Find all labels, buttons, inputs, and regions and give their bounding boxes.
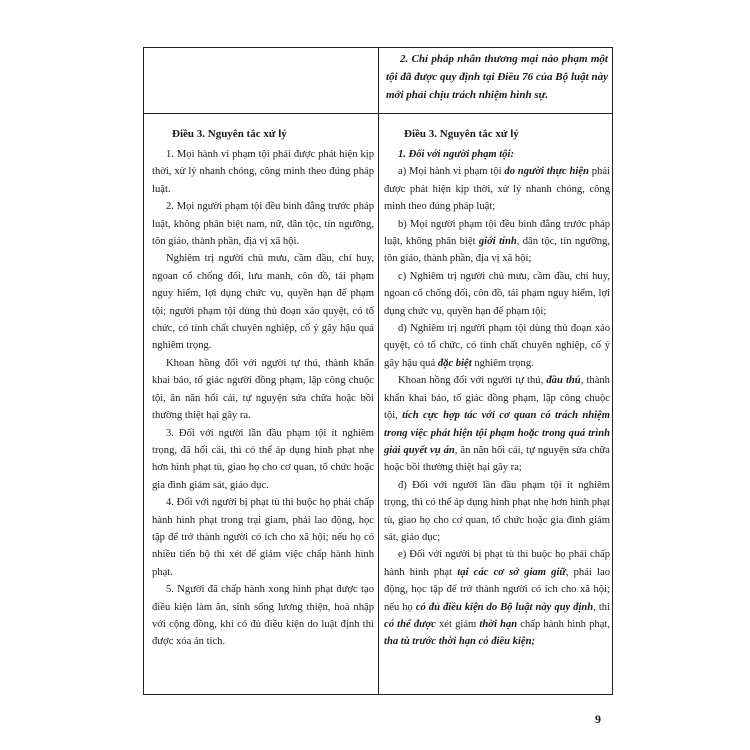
right-pe-7: xét giảm: [435, 618, 480, 630]
right-paragraph-c: c) Nghiêm trị người chủ mưu, cầm đầu, chỉ huy, ngoan cố chống đối, côn đồ, tái phạm nguy hiểm, lợi dụng chức vụ, quyền hạn để phạm tội;: [384, 270, 610, 317]
top-right-text: 2. Chỉ pháp nhân thương mại nào phạm một tội đã được quy định tại Điều 76 của Bộ luật này mới phải chịu trách nhiệm hình sự.: [386, 53, 608, 101]
row-divider: [144, 113, 612, 114]
column-divider: [378, 48, 379, 694]
left-paragraph-1: 1. Mọi hành vi phạm tội phải được phát hiện kịp thời, xử lý nhanh chóng, công minh theo đúng pháp luật.: [152, 149, 374, 195]
top-right-cell: [380, 50, 612, 104]
left-heading: Điều 3. Nguyên tắc xử lý: [172, 128, 287, 140]
right-pd-1: d) Nghiêm trị người phạm tội dùng thủ đoạn xảo quyệt, có tổ chức, có tính chất chuyên nghiệp, cố ý gây hậu quả: [384, 323, 610, 369]
right-pe-10: tha tù trước thời hạn có điều kiện;: [384, 636, 536, 648]
right-pa-1: a) Mọi hành vi phạm tội: [398, 166, 505, 178]
right-pb-3: , dân tộc, tín ngưỡng, tôn giáo, thành phần, địa vị xã hội;: [384, 236, 611, 265]
right-paragraph-b: [384, 216, 610, 268]
right-pk-2: đầu thú: [546, 375, 581, 387]
right-paragraph-khoan-hong: [384, 372, 610, 476]
right-pe-3: , phải lao động, học tập để trở thành người có ích cho xã hội; nếu họ: [384, 566, 610, 613]
right-pa-2: do người thực hiện: [504, 166, 589, 178]
right-pe-2: tại các cơ sở giam giữ: [457, 566, 566, 578]
right-pd-2: đặc biệt: [437, 357, 472, 369]
right-paragraph-d: [384, 320, 610, 372]
right-pe-4: có đủ điều kiện do Bộ luật này quy định: [415, 601, 594, 613]
page-number: 9: [595, 712, 601, 726]
right-pb-2: giới tính: [478, 236, 517, 248]
right-pe-1: e) Đối với người bị phạt tù thì buộc họ phải chấp hành hình phạt: [384, 549, 610, 578]
right-pb-1: b) Mọi người phạm tội đều bình đẳng trước pháp luật, không phân biệt: [384, 218, 610, 248]
right-heading: Điều 3. Nguyên tắc xử lý: [404, 128, 519, 140]
left-paragraph-3: Nghiêm trị người chủ mưu, cầm đầu, chỉ huy, ngoan cố chống đối, lưu manh, côn đồ, tái phạm nguy hiểm, lợi dụng chức vụ, quyền hạn để phạm tội; người phạm tội dùng thủ đoạn xảo quyệt, có tổ chức, có tính chất chuyên nghiệp, cố ý gây hậu quả nghiêm trọng.: [152, 253, 374, 352]
right-paragraph-dd: đ) Đối với người lần đầu phạm tội ít nghiêm trọng, thì có thể áp dụng hình phạt nhẹ hơn hình phạt tù, giao họ cho cơ quan, tổ chức hoặc gia đình giám sát, giáo dục;: [384, 479, 610, 543]
right-pd-3: nghiêm trọng.: [471, 357, 534, 369]
left-paragraph-6: 4. Đối với người bị phạt tù thì buộc họ phải chấp hành hình phạt trong trại giam, phải lao động, học tập để trở thành người có ích cho xã hội; nếu họ có nhiều tiến bộ thì xét để giảm việc chấp hành hình phạt.: [152, 497, 374, 578]
right-pe-6: có thể được: [384, 618, 436, 630]
left-column: [152, 125, 374, 651]
right-pe-8: thời hạn: [479, 618, 518, 630]
right-paragraph-e: [384, 546, 610, 650]
right-paragraph-1: [384, 146, 610, 163]
right-pe-9: chấp hành hình phạt,: [517, 618, 610, 630]
right-pa-3: phải được phát hiện kịp thời, xử lý nhanh chóng, công minh theo đúng pháp luật;: [384, 166, 611, 213]
left-paragraph-2: 2. Mọi người phạm tội đều bình đẳng trước pháp luật, không phân biệt nam, nữ, dân tộc, tín ngưỡng, tôn giáo, thành phần, địa vị xã hội.: [152, 201, 374, 248]
comparison-table: [143, 47, 613, 695]
right-pe-5: , thì: [593, 601, 611, 613]
right-pk-3: , thành khẩn khai báo, tố giác đồng phạm, lập công chuộc tội,: [384, 375, 610, 422]
right-column: [384, 125, 610, 651]
left-paragraph-5: 3. Đối với người lần đầu phạm tội ít nghiêm trọng, đã hối cải, thì có thể áp dụng hình phạt nhẹ hơn hình phạt tù, giao họ cho cơ quan, tổ chức hoặc gia đình giám sát, giáo dục.: [152, 427, 374, 491]
right-paragraph-a: [384, 163, 610, 215]
right-pk-5: , ăn năn hối cải, tự nguyện sửa chữa hoặc bồi thường thiệt hại gây ra;: [384, 444, 611, 474]
right-pk-4: tích cực hợp tác với cơ quan có trách nhiệm trong việc phát hiện tội phạm hoặc trong quá trình giải quyết vụ án: [384, 410, 610, 456]
right-pk-1: Khoan hồng đối với người tự thú,: [398, 375, 547, 387]
left-paragraph-4: Khoan hồng đối với người tự thú, thành khẩn khai báo, tố giác người đồng phạm, lập công chuộc tội, ăn năn hối cải, tự nguyện sửa chữa hoặc bồi thường thiệt hại gây ra.: [152, 357, 374, 422]
right-p1-text: 1. Đối với người phạm tội:: [398, 149, 515, 160]
left-paragraph-7: 5. Người đã chấp hành xong hình phạt được tạo điều kiện làm ăn, sinh sống lương thiện, hoà nhập với cộng đồng, khi có đủ điều kiện do luật định thì được xóa án tích.: [152, 584, 374, 648]
